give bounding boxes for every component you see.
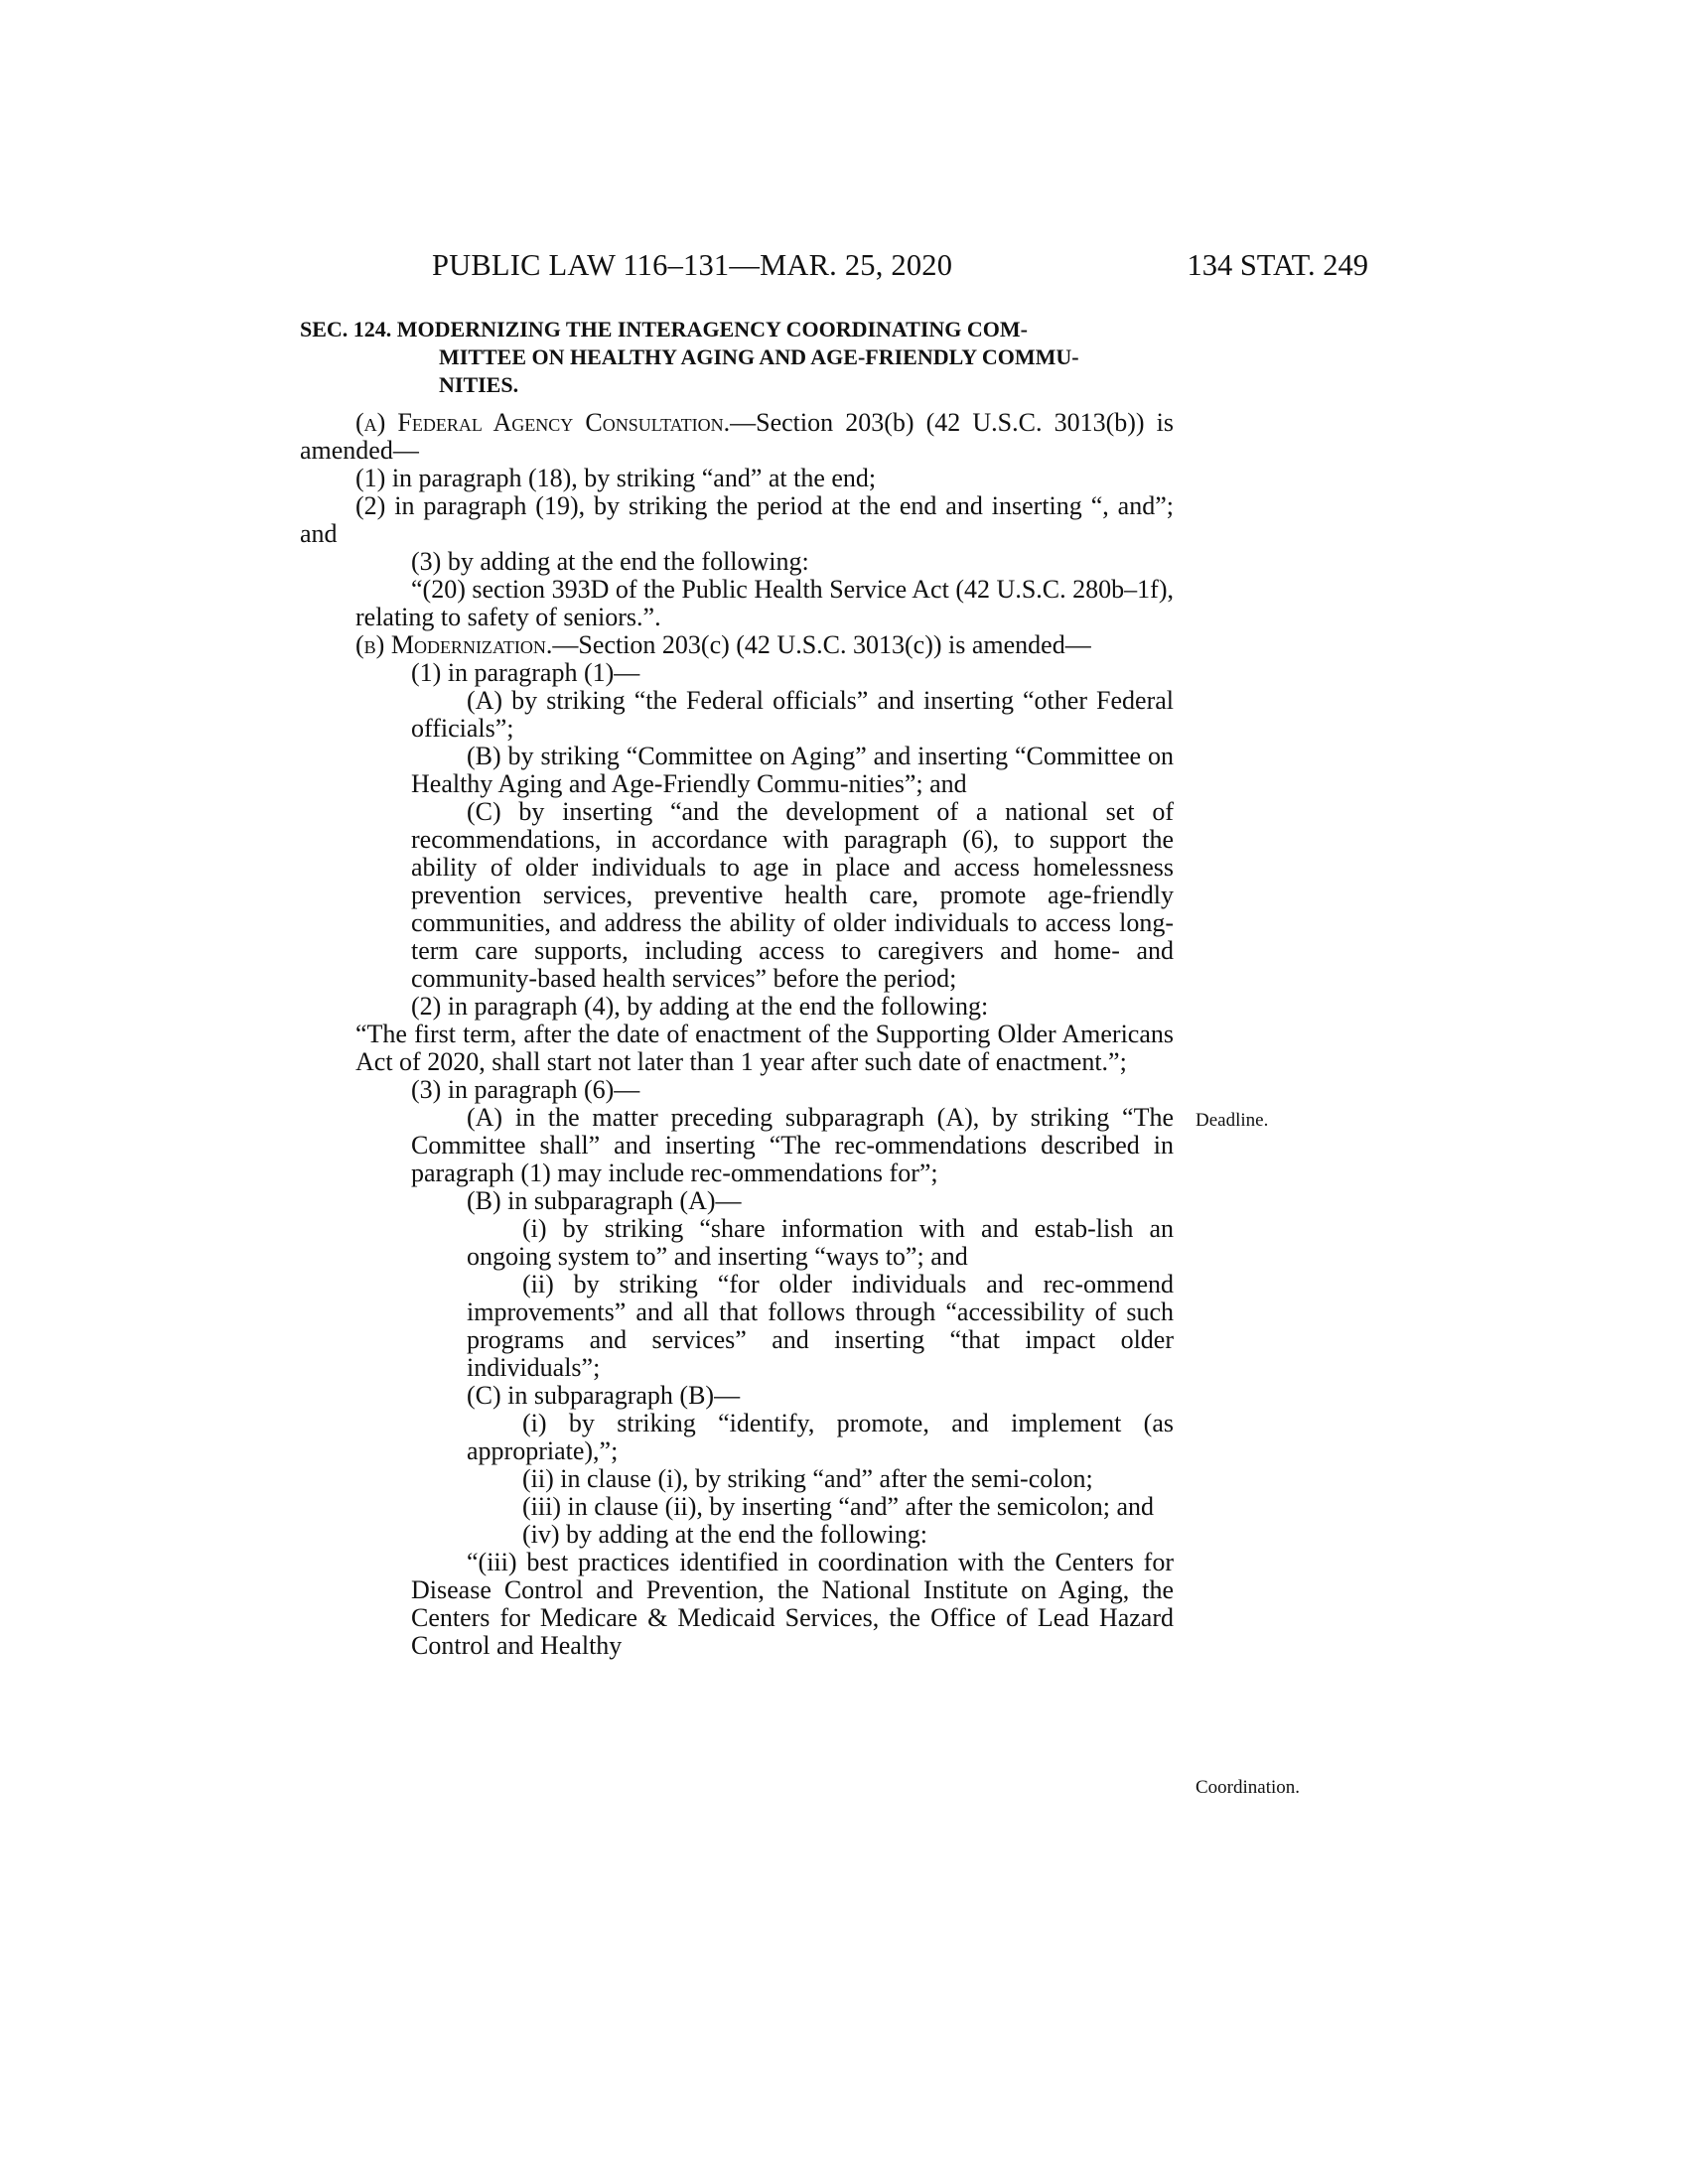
clause-b3Ci: (i) by striking “identify, promote, and implement (as appropriate),”; — [467, 1409, 1174, 1465]
page-number-stat: 134 STAT. 249 — [1187, 248, 1368, 282]
paragraph-a1: (1) in paragraph (18), by striking “and” at the end; — [355, 464, 877, 492]
subsection-b — [300, 631, 1174, 659]
clause-b3Bii: (ii) by striking “for older individuals and rec-ommend improvements” and all that follows through “accessibility of such programs and services” and inserting “that impact older individuals”; — [467, 1270, 1174, 1382]
subsection-a-text: —Section 203(b) (42 U.S.C. 3013(b)) is amended— — [300, 408, 1174, 465]
section-heading-line-2: MITTEE ON HEALTHY AGING AND AGE-FRIENDLY COMMU- — [439, 344, 1079, 369]
margin-note-deadline: Deadline. — [1196, 1110, 1269, 1131]
section-body — [300, 409, 1174, 1660]
clause-b3Bi: (i) by striking “share information with and estab-lish an ongoing system to” and inserting “ways to”; and — [467, 1214, 1174, 1271]
paragraph-b3: (3) in paragraph (6)— — [411, 1075, 640, 1104]
subparagraph-b3C: (C) in subparagraph (B)— — [467, 1381, 741, 1410]
quoted-paragraph-20: “(20) section 393D of the Public Health Service Act (42 U.S.C. 280b–1f), relating to safety of seniors.”. — [355, 575, 1174, 631]
subparagraph-b1C: (C) by inserting “and the development of a national set of recommendations, in accordance with paragraph (6), to support the ability of older individuals to age in place and access homelessness prevention services, preventive health care, promote age-friendly communities, and address the ability of older individuals to access long-term care supports, including access to caregivers and home- and community-based health services” before the period; — [411, 797, 1174, 993]
margin-note-coordination: Coordination. — [1196, 1777, 1301, 1798]
paragraph-a3: (3) by adding at the end the following: — [411, 547, 809, 576]
subsection-b-text: —Section 203(c) (42 U.S.C. 3013(c)) is amended— — [552, 630, 1091, 659]
subparagraph-b1A: (A) by striking “the Federal officials” and inserting “other Federal officials”; — [411, 686, 1174, 743]
clause-b3Civ: (iv) by adding at the end the following: — [522, 1520, 927, 1549]
subsection-a — [300, 409, 1174, 465]
page-header-title: PUBLIC LAW 116–131—MAR. 25, 2020 — [432, 248, 953, 282]
section-heading-line-3: NITIES. — [439, 372, 519, 397]
clause-b3Ciii: (iii) in clause (ii), by inserting “and” after the semicolon; and — [522, 1492, 1155, 1521]
quoted-clause-iii: “(iii) best practices identified in coordination with the Centers for Disease Control and Prevention, the National Institute on Aging, the Centers for Medicare & Medicaid Services, the Office of Lead Hazard Control and Healthy — [411, 1548, 1174, 1660]
paragraph-a2: (2) in paragraph (19), by striking the period at the end and inserting “, and”; and — [300, 491, 1174, 548]
section-heading-line-1: SEC. 124. MODERNIZING THE INTERAGENCY COORDINATING COM- — [300, 317, 1028, 341]
subparagraph-b3B: (B) in subparagraph (A)— — [467, 1186, 742, 1215]
paragraph-b1: (1) in paragraph (1)— — [411, 658, 640, 687]
quoted-text-first-term: “The first term, after the date of enactment of the Supporting Older Americans Act of 2020, shall start not later than 1 year after such date of enactment.”; — [355, 1020, 1174, 1076]
subsection-b-heading: (b) Modernization. — [355, 630, 553, 659]
subparagraph-b3A: (A) in the matter preceding subparagraph (A), by striking “The Committee shall” and inserting “The rec-ommendations described in paragraph (1) may include rec-ommendations for”; — [411, 1103, 1174, 1187]
paragraph-b2: (2) in paragraph (4), by adding at the end the following: — [411, 992, 989, 1021]
subsection-a-heading: (a) Federal Agency Consultation. — [355, 408, 731, 437]
section-heading — [300, 316, 1174, 399]
clause-b3Cii: (ii) in clause (i), by striking “and” after the semi-colon; — [522, 1464, 1093, 1493]
running-head — [0, 248, 1688, 288]
subparagraph-b1B: (B) by striking “Committee on Aging” and inserting “Committee on Healthy Aging and Age-Friendly Commu-nities”; and — [411, 742, 1174, 798]
